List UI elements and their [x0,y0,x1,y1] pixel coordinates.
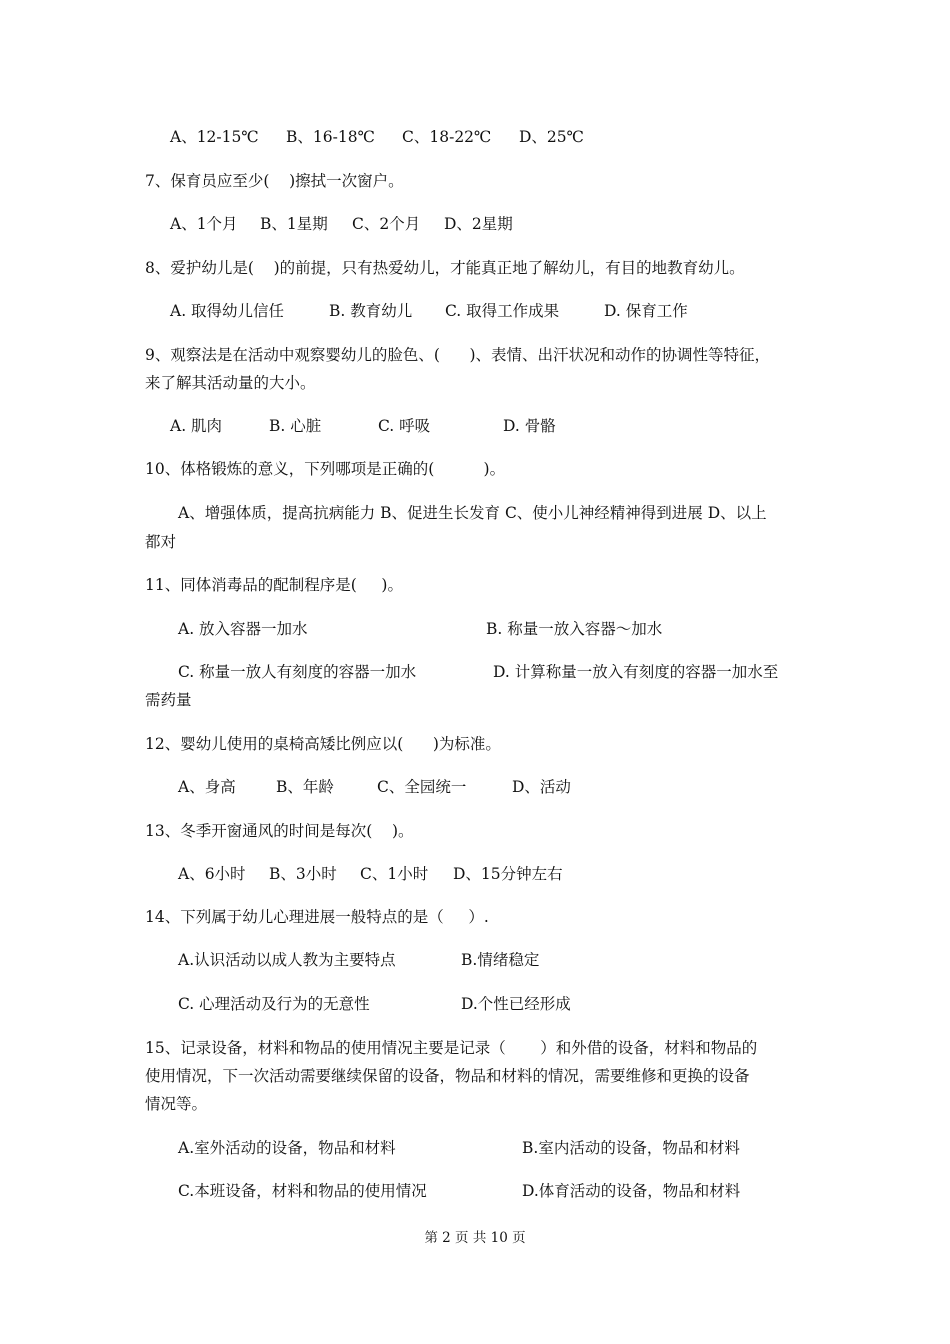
q10-stem: 10、体格锻炼的意义，下列哪项是正确的( )。 [145,460,506,478]
q8-option-b: B. 教育幼儿 [329,302,413,320]
q11-stem: 11、同体消毒品的配制程序是( )。 [145,576,403,594]
q9-stem-line-1: 9、观察法是在活动中观察婴幼儿的脸色、( )、表情、出汗状况和动作的协调性等特征， [145,346,771,364]
q13-option-b: B、3小时 [269,865,337,883]
q11-option-b: B. 称量一放入容器～加水 [486,620,663,638]
q8-option-d: D. 保育工作 [604,302,688,320]
q15-option-d: D.体育活动的设备，物品和材料 [522,1182,741,1200]
q13-option-a: A、6小时 [178,865,246,883]
q11-option-a: A. 放入容器一加水 [178,620,308,638]
q13-stem: 13、冬季开窗通风的时间是每次( )。 [145,822,414,840]
q9-option-c: C. 呼吸 [378,417,431,435]
q12-option-d: D、活动 [512,778,571,796]
page-number-footer: 第 2 页 共 10 页 [424,1230,526,1246]
q12-option-a: A、身高 [178,778,236,796]
q8-option-a: A. 取得幼儿信任 [170,302,285,320]
q6-option-a: A、12-15℃ [170,128,259,146]
q9-stem-line-2: 来了解其活动量的大小。 [145,374,316,392]
q8-option-c: C. 取得工作成果 [445,302,560,320]
q7-option-a: A、1个月 [170,215,238,233]
q9-option-a: A. 肌肉 [170,417,223,435]
q6-option-c: C、18-22℃ [402,128,492,146]
q11-option-c: C. 称量一放人有刻度的容器一加水 [178,663,417,681]
q10-options-line-1: A、增强体质，提高抗病能力 B、促进生长发育 C、使小儿神经精神得到进展 D、以上 [178,504,767,522]
q6-option-d: D、25℃ [519,128,584,146]
q12-option-c: C、全园统一 [377,778,467,796]
q10-options-line-2: 都对 [145,533,177,551]
q14-option-a: A.认识活动以成人教为主要特点 [178,951,396,969]
q15-stem-line-3: 情况等。 [145,1095,208,1113]
q15-stem-line-2: 使用情况，下一次活动需要继续保留的设备，物品和材料的情况，需要维修和更换的设备 [145,1067,750,1085]
q12-option-b: B、年龄 [276,778,334,796]
q7-stem: 7、保育员应至少( )擦拭一次窗户。 [145,172,404,190]
q14-option-b: B.情绪稳定 [461,951,540,969]
q12-stem: 12、婴幼儿使用的桌椅高矮比例应以( )为标准。 [145,735,501,753]
q6-option-b: B、16-18℃ [286,128,375,146]
q11-option-d-cont: 需药量 [145,691,192,709]
q9-option-d: D. 骨骼 [503,417,556,435]
q15-option-a: A.室外活动的设备，物品和材料 [178,1139,396,1157]
q7-option-c: C、2个月 [352,215,421,233]
q14-option-c: C. 心理活动及行为的无意性 [178,995,370,1013]
q15-option-b: B.室内活动的设备，物品和材料 [522,1139,740,1157]
q15-stem-line-1: 15、记录设备，材料和物品的使用情况主要是记录（ ）和外借的设备，材料和物品的 [145,1039,758,1057]
q14-stem: 14、下列属于幼儿心理进展一般特点的是（ ）. [145,908,489,926]
q8-stem: 8、爱护幼儿是( )的前提，只有热爱幼儿，才能真正地了解幼儿，有目的地教育幼儿。 [145,259,745,277]
q7-option-b: B、1星期 [260,215,328,233]
q13-option-c: C、1小时 [360,865,429,883]
q11-option-d: D. 计算称量一放入有刻度的容器一加水至 [493,663,779,681]
q13-option-d: D、15分钟左右 [453,865,563,883]
q15-option-c: C.本班设备，材料和物品的使用情况 [178,1182,427,1200]
q14-option-d: D.个性已经形成 [461,995,571,1013]
q9-option-b: B. 心脏 [269,417,322,435]
q7-option-d: D、2星期 [444,215,513,233]
